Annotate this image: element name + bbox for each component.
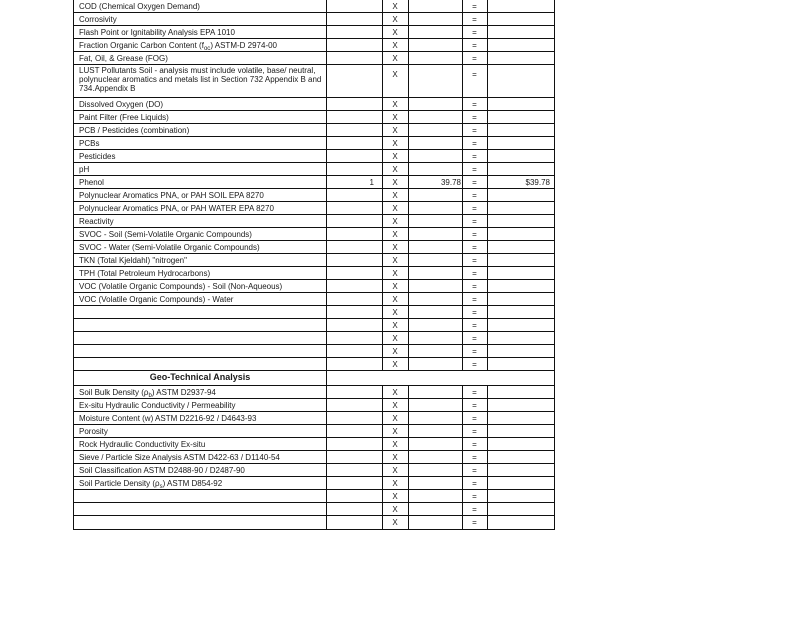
analysis-row-equals-sign: =: [472, 139, 477, 148]
analysis-row-description: PCBs: [79, 139, 100, 148]
table-rule: [73, 385, 554, 386]
table-rule: [73, 279, 554, 280]
geo-row-equals-sign: =: [472, 453, 477, 462]
analysis-row-times-sign: X: [392, 139, 398, 148]
table-rule: [73, 450, 554, 451]
table-rule: [73, 344, 554, 345]
analysis-row-times-sign: X: [392, 230, 398, 239]
geo-row-description: Sieve / Particle Size Analysis ASTM D422-63 / D1140-54: [79, 453, 280, 462]
analysis-row-times-sign: X: [392, 113, 398, 122]
geo-row-description: Soil Classification ASTM D2488-90 / D2487-90: [79, 466, 245, 475]
geo-row-equals-sign: =: [472, 401, 477, 410]
analysis-row-times-sign: X: [392, 308, 398, 317]
analysis-row-equals-sign: =: [472, 282, 477, 291]
analysis-row-equals-sign: =: [472, 269, 477, 278]
analysis-row-equals-sign: =: [472, 70, 477, 79]
geo-row-times-sign: X: [392, 479, 398, 488]
analysis-row-equals-sign: =: [472, 295, 477, 304]
analysis-row-description: LUST Pollutants Soil - analysis must include volatile, base/ neutral, polynuclear aromatics and metals list in Section 732 Appendix B and 734.Appendix B: [79, 66, 322, 93]
geo-row-times-sign: X: [392, 388, 398, 397]
table-rule: [73, 411, 554, 412]
analysis-row-times-sign: X: [392, 282, 398, 291]
analysis-row-equals-sign: =: [472, 28, 477, 37]
table-rule: [73, 227, 554, 228]
table-rule: [73, 136, 554, 137]
analysis-row-equals-sign: =: [472, 217, 477, 226]
analysis-row-times-sign: X: [392, 334, 398, 343]
geo-row-description: Soil Bulk Density $(\rho_b)$ ASTM D2937-94: [79, 388, 216, 399]
geo-row-equals-sign: =: [472, 388, 477, 397]
column-rule: [326, 370, 327, 530]
column-rule: [73, 370, 74, 530]
analysis-row-times-sign: X: [392, 321, 398, 330]
analysis-row-times-sign: X: [392, 256, 398, 265]
analysis-row-times-sign: X: [392, 269, 398, 278]
geo-row-description: Rock Hydraulic Conductivity Ex-situ: [79, 440, 206, 449]
table-rule: [73, 529, 554, 530]
table-rule: [73, 51, 554, 52]
analysis-row-equals-sign: =: [472, 15, 477, 24]
geo-row-times-sign: X: [392, 401, 398, 410]
table-rule: [73, 266, 554, 267]
column-rule: [554, 370, 555, 385]
analysis-row-quantity: 1: [369, 178, 374, 187]
analysis-row-times-sign: X: [392, 243, 398, 252]
analysis-row-times-sign: X: [392, 295, 398, 304]
analysis-row-equals-sign: =: [472, 41, 477, 50]
geo-row-equals-sign: =: [472, 518, 477, 527]
table-rule: [73, 398, 554, 399]
column-rule: [554, 0, 555, 371]
column-rule: [487, 385, 488, 530]
analysis-row-times-sign: X: [392, 126, 398, 135]
analysis-row-equals-sign: =: [472, 2, 477, 11]
geo-row-equals-sign: =: [472, 440, 477, 449]
table-rule: [73, 305, 554, 306]
geo-row-equals-sign: =: [472, 479, 477, 488]
geo-row-description: Ex-situ Hydraulic Conductivity / Permeability: [79, 401, 236, 410]
analysis-row-times-sign: X: [392, 54, 398, 63]
analysis-row-times-sign: X: [392, 28, 398, 37]
analysis-row-equals-sign: =: [472, 243, 477, 252]
table-rule: [73, 38, 554, 39]
analysis-row-times-sign: X: [392, 191, 398, 200]
geo-row-times-sign: X: [392, 453, 398, 462]
analysis-row-times-sign: X: [392, 360, 398, 369]
analysis-row-times-sign: X: [392, 217, 398, 226]
analysis-row-equals-sign: =: [472, 360, 477, 369]
column-rule: [73, 0, 74, 371]
table-rule: [73, 463, 554, 464]
analysis-row-times-sign: X: [392, 204, 398, 213]
analysis-row-equals-sign: =: [472, 54, 477, 63]
geo-row-times-sign: X: [392, 440, 398, 449]
analysis-row-description: Reactivity: [79, 217, 114, 226]
analysis-row-times-sign: X: [392, 152, 398, 161]
analysis-row-description: Fat, Oil, & Grease (FOG): [79, 54, 168, 63]
analysis-row-line-total: $39.78: [525, 178, 550, 187]
table-rule: [73, 437, 554, 438]
table-rule: [73, 253, 554, 254]
table-rule: [73, 515, 554, 516]
analysis-row-description: Paint Filter (Free Liquids): [79, 113, 169, 122]
analysis-row-equals-sign: =: [472, 308, 477, 317]
table-rule: [73, 25, 554, 26]
analysis-row-description: PCB / Pesticides (combination): [79, 126, 190, 135]
geo-row-equals-sign: =: [472, 505, 477, 514]
table-rule: [73, 97, 554, 98]
analysis-row-equals-sign: =: [472, 178, 477, 187]
analysis-row-times-sign: X: [392, 347, 398, 356]
analysis-row-description: SVOC - Water (Semi-Volatile Organic Compounds): [79, 243, 260, 252]
analysis-row-equals-sign: =: [472, 347, 477, 356]
analysis-row-equals-sign: =: [472, 100, 477, 109]
column-rule: [408, 385, 409, 530]
analysis-row-equals-sign: =: [472, 126, 477, 135]
geo-row-times-sign: X: [392, 427, 398, 436]
analysis-row-equals-sign: =: [472, 334, 477, 343]
table-rule: [73, 214, 554, 215]
column-rule: [554, 385, 555, 530]
analysis-row-equals-sign: =: [472, 256, 477, 265]
table-rule: [73, 162, 554, 163]
analysis-row-times-sign: X: [392, 15, 398, 24]
geo-row-description: Soil Particle Density $(\rho_s)$ ASTM D854-92: [79, 479, 223, 490]
geo-row-times-sign: X: [392, 414, 398, 423]
table-rule: [73, 188, 554, 189]
analysis-row-times-sign: X: [392, 165, 398, 174]
analysis-row-description: TKN (Total Kjeldahl) "nitrogen": [79, 256, 187, 265]
analysis-row-equals-sign: =: [472, 152, 477, 161]
table-rule: [73, 489, 554, 490]
geo-row-times-sign: X: [392, 492, 398, 501]
table-rule: [73, 331, 554, 332]
geo-row-equals-sign: =: [472, 427, 477, 436]
analysis-row-times-sign: X: [392, 178, 398, 187]
analysis-row-description: TPH (Total Petroleum Hydrocarbons): [79, 269, 211, 278]
analysis-row-description: Flash Point or Ignitability Analysis EPA 1010: [79, 28, 235, 37]
analysis-row-equals-sign: =: [472, 165, 477, 174]
analysis-row-unit-price: 39.78: [440, 178, 461, 187]
table-rule: [73, 12, 554, 13]
geo-row-times-sign: X: [392, 505, 398, 514]
analysis-row-equals-sign: =: [472, 113, 477, 122]
analysis-row-description: Polynuclear Aromatics PNA, or PAH SOIL EPA 8270: [79, 191, 264, 200]
analysis-row-description: COD (Chemical Oxygen Demand): [79, 2, 200, 11]
analysis-row-description: Fraction Organic Carbon Content $(f_{oc})$ ASTM-D 2974-00: [79, 41, 278, 52]
geo-row-times-sign: X: [392, 518, 398, 527]
analysis-row-description: Pesticides: [79, 152, 116, 161]
analysis-row-times-sign: X: [392, 2, 398, 11]
table-rule: [73, 110, 554, 111]
table-rule: [73, 370, 554, 371]
analysis-row-description: Corrosivity: [79, 15, 117, 24]
analysis-row-description: pH: [79, 165, 90, 174]
table-rule: [73, 502, 554, 503]
table-rule: [73, 318, 554, 319]
analysis-row-times-sign: X: [392, 100, 398, 109]
table-rule: [73, 476, 554, 477]
analysis-row-description: Polynuclear Aromatics PNA, or PAH WATER EPA 8270: [79, 204, 274, 213]
table-rule: [73, 292, 554, 293]
analysis-row-description: VOC (Volatile Organic Compounds) - Water: [79, 295, 234, 304]
analysis-row-equals-sign: =: [472, 321, 477, 330]
analysis-row-description: Dissolved Oxygen (DO): [79, 100, 164, 109]
geo-row-equals-sign: =: [472, 414, 477, 423]
table-rule: [73, 175, 554, 176]
table-rule: [73, 240, 554, 241]
analysis-row-equals-sign: =: [472, 191, 477, 200]
geo-row-description: Porosity: [79, 427, 108, 436]
table-rule: [73, 123, 554, 124]
table-rule: [73, 357, 554, 358]
section-heading: Geo-Technical Analysis: [149, 372, 251, 382]
geo-row-equals-sign: =: [472, 492, 477, 501]
geo-row-description: Moisture Content (w) ASTM D2216-92 / D4643-93: [79, 414, 257, 423]
analysis-row-equals-sign: =: [472, 204, 477, 213]
analysis-row-equals-sign: =: [472, 230, 477, 239]
table-rule: [73, 201, 554, 202]
analysis-row-description: VOC (Volatile Organic Compounds) - Soil (Non-Aqueous): [79, 282, 283, 291]
analysis-row-times-sign: X: [392, 41, 398, 50]
table-rule: [73, 424, 554, 425]
table-rule: [73, 64, 554, 65]
analysis-row-description: Phenol: [79, 178, 104, 187]
geo-row-times-sign: X: [392, 466, 398, 475]
analysis-row-description: SVOC - Soil (Semi-Volatile Organic Compounds): [79, 230, 252, 239]
table-rule: [73, 149, 554, 150]
geo-row-equals-sign: =: [472, 466, 477, 475]
analysis-row-times-sign: X: [392, 70, 398, 79]
